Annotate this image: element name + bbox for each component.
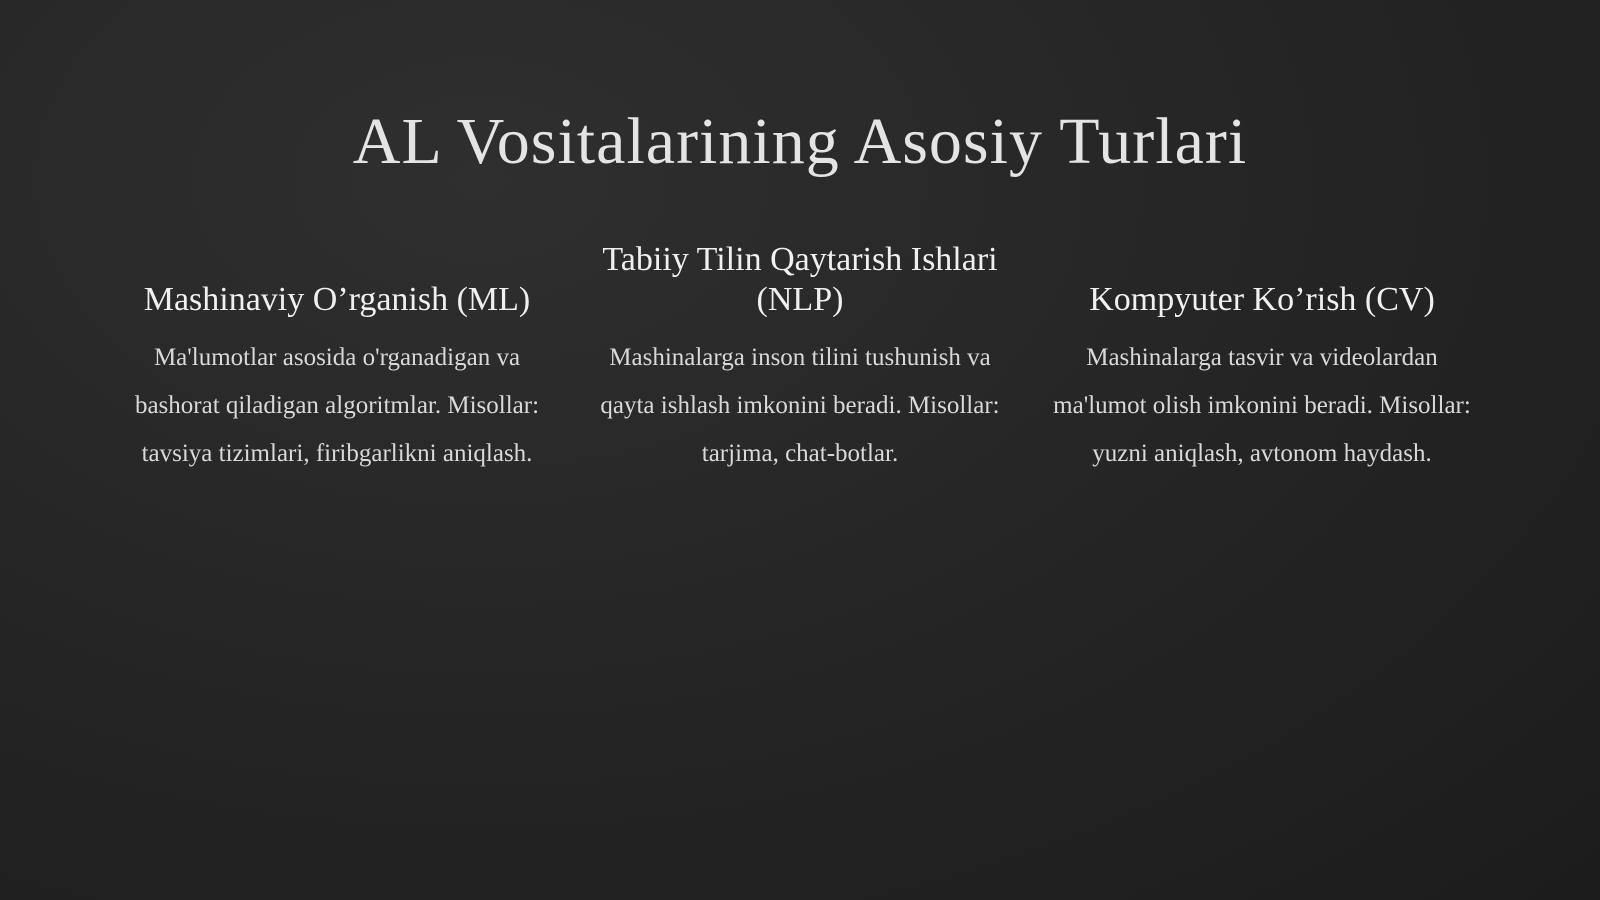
column-paragraph: tavsiya tizimlari, firibgarlikni aniqlash. (141, 440, 533, 467)
column-paragraph: qayta ishlash imkonini beradi. Misollar: (600, 392, 1000, 419)
column-paragraph: Mashinalarga inson tilini tushunish va (609, 344, 991, 371)
column-body (590, 342, 1010, 470)
column-heading (590, 235, 1010, 320)
column-paragraph: Mashinalarga tasvir va videolardan (1086, 344, 1438, 371)
column-heading-text: Tabiiy Tilin Qaytarish Ishlari (NLP) (602, 241, 998, 318)
column-paragraph: tarjima, chat-botlar. (701, 440, 899, 467)
column-nlp (590, 235, 1010, 486)
column-paragraph: bashorat qiladigan algoritmlar. Misollar: (134, 392, 540, 419)
column-cv (1052, 235, 1472, 486)
column-ml (127, 235, 547, 486)
column-body (1052, 342, 1472, 470)
column-body (127, 342, 547, 470)
column-paragraph: ma'lumot olish imkonini beradi. Misollar: (1053, 392, 1471, 419)
column-heading (1052, 235, 1472, 320)
column-heading (127, 235, 547, 320)
column-paragraph: Ma'lumotlar asosida o'rganadigan va (153, 344, 521, 371)
column-heading-text: Mashinaviy O’rganish (ML) (143, 281, 531, 318)
slide-title: AL Vositalarining Asosiy Turlari (352, 105, 1248, 178)
column-paragraph: yuzni aniqlash, avtonom haydash. (1092, 440, 1432, 467)
column-heading-text: Kompyuter Ko’rish (CV) (1089, 281, 1435, 318)
